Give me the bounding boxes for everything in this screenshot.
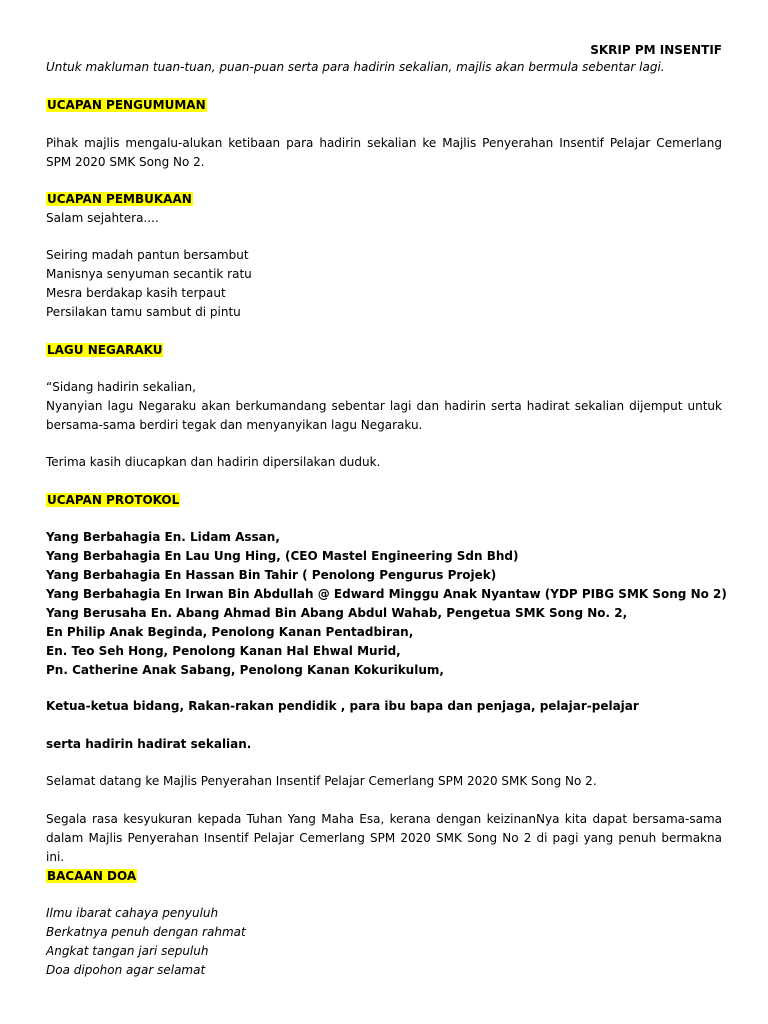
heading-pengumuman (46, 96, 722, 115)
protokol-name: Yang Berbahagia En Irwan Bin Abdullah @ Edward Minggu Anak Nyantaw (YDP PIBG SMK Song No 2) (46, 587, 727, 601)
pantun-line: Manisnya senyuman secantik ratu (46, 267, 252, 281)
protokol-name: Pn. Catherine Anak Sabang, Penolong Kanan Kokurikulum, (46, 663, 444, 677)
protokol-name: En. Teo Seh Hong, Penolong Kanan Hal Ehwal Murid, (46, 644, 401, 658)
pantun-line: Seiring madah pantun bersambut (46, 248, 249, 262)
protokol-name: Yang Berbahagia En Hassan Bin Tahir ( Penolong Pengurus Projek) (46, 568, 497, 582)
protokol-others: Ketua-ketua bidang, Rakan-rakan pendidik , para ibu bapa dan penjaga, pelajar-pelajar (46, 699, 639, 713)
heading-pembukaan-label: UCAPAN PEMBUKAAN (47, 192, 192, 206)
pengumuman-text: Pihak majlis mengalu-alukan ketibaan para hadirin sekalian ke Majlis Penyerahan Insentif Pelajar Cemerlang SPM 2020 SMK Song No 2. (46, 136, 722, 169)
protokol-welcome: Selamat datang ke Majlis Penyerahan Insentif Pelajar Cemerlang SPM 2020 SMK Song No 2. (46, 774, 597, 788)
heading-pembukaan (46, 190, 722, 209)
heading-doa-label: BACAAN DOA (47, 869, 137, 883)
protokol-name: Yang Berusaha En. Abang Ahmad Bin Abang Abdul Wahab, Pengetua SMK Song No. 2, (46, 606, 628, 620)
pantun-line: Persilakan tamu sambut di pintu (46, 305, 241, 319)
negaraku-line1: “Sidang hadirin sekalian, (46, 380, 196, 394)
heading-negaraku-label: LAGU NEGARAKU (47, 343, 163, 357)
heading-protokol (46, 491, 722, 510)
document-header-title: SKRIP PM INSENTIF (590, 43, 722, 57)
pantun-line: Mesra berdakap kasih terpaut (46, 286, 226, 300)
doa-line: Angkat tangan jari sepuluh (46, 944, 209, 958)
protokol-gratitude: Segala rasa kesyukuran kepada Tuhan Yang Maha Esa, kerana dengan keizinanNya kita dapat bersama-sama dalam Majlis Penyerahan Insentif Pelajar Cemerlang SPM 2020 SMK Song No 2 di pagi yang penuh bermakna ini. (46, 812, 722, 864)
protokol-name: Yang Berbahagia En Lau Ung Hing, (CEO Mastel Engineering Sdn Bhd) (46, 549, 519, 563)
doa-line: Ilmu ibarat cahaya penyuluh (46, 906, 219, 920)
doa-line: Doa dipohon agar selamat (46, 963, 206, 977)
pembukaan-pantun (46, 246, 722, 322)
protokol-name: En Philip Anak Beginda, Penolong Kanan Pentadbiran, (46, 625, 414, 639)
pembukaan-greeting: Salam sejahtera.... (46, 211, 159, 225)
protokol-hadirin: serta hadirin hadirat sekalian. (46, 737, 252, 751)
doa-line: Berkatnya penuh dengan rahmat (46, 925, 246, 939)
protokol-names (46, 528, 727, 680)
heading-negaraku (46, 341, 722, 360)
intro-text: Untuk makluman tuan-tuan, puan-puan serta para hadirin sekalian, majlis akan bermula sebentar lagi. (46, 60, 665, 74)
heading-pengumuman-label: UCAPAN PENGUMUMAN (47, 98, 206, 112)
doa-pantun (46, 904, 722, 980)
heading-protokol-label: UCAPAN PROTOKOL (47, 493, 180, 507)
heading-doa (46, 867, 722, 886)
protokol-name: Yang Berbahagia En. Lidam Assan, (46, 530, 280, 544)
negaraku-thanks: Terima kasih diucapkan dan hadirin dipersilakan duduk. (46, 455, 381, 469)
negaraku-line2: Nyanyian lagu Negaraku akan berkumandang sebentar lagi dan hadirin serta hadirat sekalian dijemput untuk bersama-sama berdiri tegak dan menyanyikan lagu Negaraku. (46, 399, 722, 432)
